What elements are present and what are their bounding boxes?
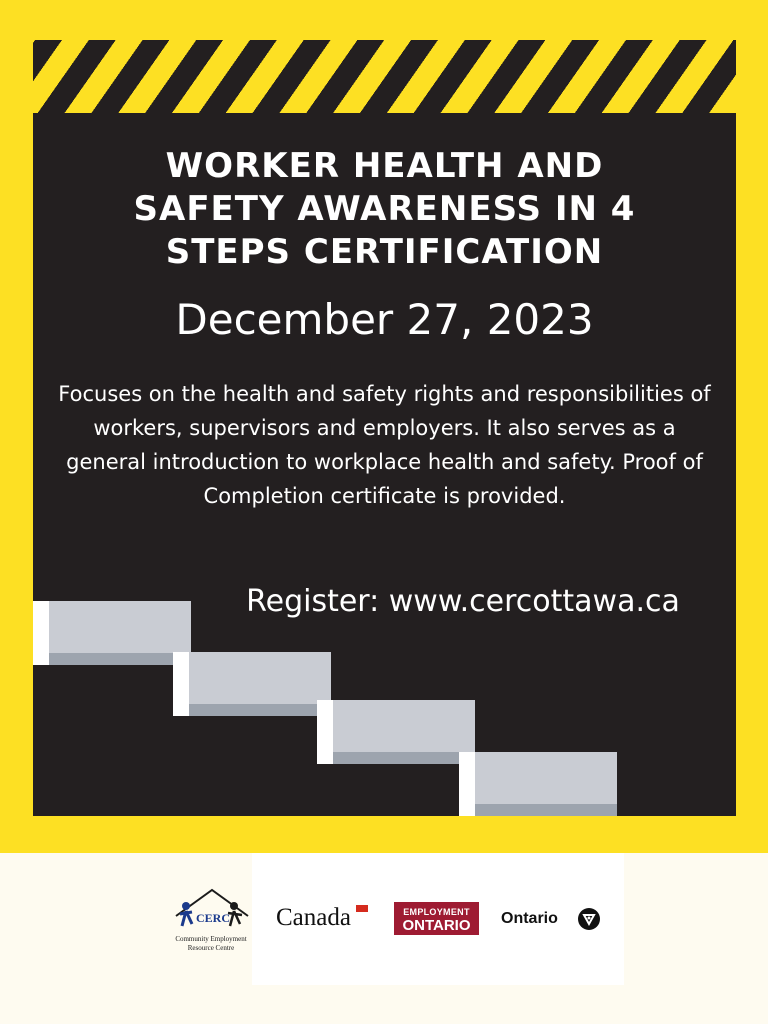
trillium-icon bbox=[578, 908, 600, 930]
sponsor-footer bbox=[0, 853, 768, 1024]
step-1-graphic bbox=[33, 601, 191, 665]
poster-title bbox=[33, 145, 736, 274]
cerc-logo-subtitle: Community Employment Resource Centre bbox=[175, 935, 247, 952]
hazard-stripe-banner bbox=[33, 40, 736, 113]
canada-flag-icon bbox=[356, 905, 368, 912]
title-line-2: SAFETY AWARENESS IN 4 bbox=[133, 189, 636, 229]
employment-ontario-logo bbox=[394, 902, 479, 935]
ontario-wordmark: Ontario bbox=[501, 910, 558, 927]
step-2-graphic bbox=[173, 652, 331, 716]
title-line-1: WORKER HEALTH AND bbox=[165, 146, 604, 186]
step-4-graphic bbox=[459, 752, 617, 816]
eo-logo-top: EMPLOYMENT bbox=[403, 907, 470, 917]
cerc-logo-text: CERC bbox=[196, 911, 231, 925]
register-link[interactable]: Register: www.cercottawa.ca bbox=[246, 584, 680, 619]
poster-card bbox=[33, 40, 736, 816]
canada-wordmark: Canada bbox=[276, 904, 351, 931]
step-3-graphic bbox=[317, 700, 475, 764]
title-line-3: STEPS CERTIFICATION bbox=[165, 232, 604, 272]
event-date: December 27, 2023 bbox=[175, 295, 594, 344]
eo-logo-bottom: ONTARIO bbox=[402, 917, 471, 934]
course-description: Focuses on the health and safety rights and responsibilities of workers, supervisors and employers. It also serves as a general introduction to workplace health and safety. Proof of Completion certificate is provided. bbox=[58, 382, 711, 508]
